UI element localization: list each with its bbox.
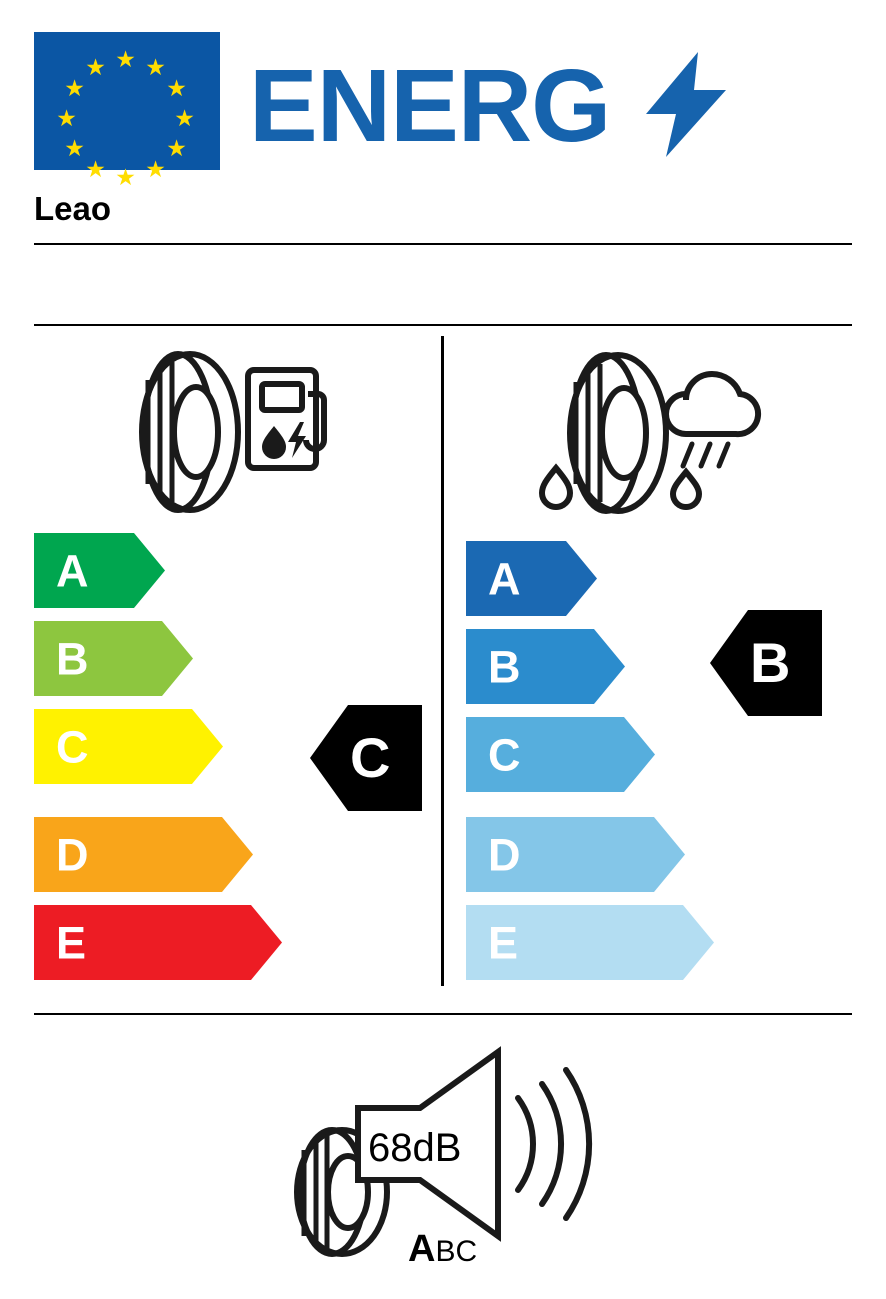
noise-class-active: A — [408, 1228, 436, 1270]
fuel-grade-b — [34, 621, 193, 696]
fuel-selected-letter: C — [350, 726, 391, 789]
wet-grade-a-letter: A — [488, 553, 521, 604]
wet-grade-e — [466, 905, 714, 980]
wet-grade-b-letter: B — [488, 641, 521, 692]
wet-grade-d-letter: D — [488, 829, 521, 880]
noise-class-inactive: BC — [435, 1235, 478, 1268]
wet-grade-c-letter: C — [488, 729, 521, 780]
fuel-grade-d-letter: D — [56, 829, 89, 880]
noise-class-group — [408, 1228, 477, 1271]
wet-selected-marker — [710, 610, 822, 716]
tyre-rain-cloud-icon — [520, 348, 770, 518]
wet-selected-letter: B — [750, 631, 791, 694]
wet-grade-b — [466, 629, 625, 704]
divider-second — [34, 324, 852, 326]
lightning-bolt-icon — [646, 52, 726, 157]
fuel-grade-b-letter: B — [56, 633, 89, 684]
noise-db-value: 68dB — [368, 1126, 462, 1170]
label-header — [34, 32, 852, 190]
eu-flag-icon: ★ ★ ★ ★ ★ ★ ★ ★ ★ ★ ★ ★ — [34, 32, 220, 170]
wet-grade-a — [466, 541, 597, 616]
fuel-selected-marker — [310, 705, 422, 811]
brand-name: Leao — [34, 190, 112, 227]
fuel-grade-c — [34, 709, 223, 784]
wet-grade-d — [466, 817, 685, 892]
tyre-fuel-pump-icon — [118, 350, 328, 515]
fuel-grade-c-letter: C — [56, 721, 89, 772]
divider-top — [34, 243, 852, 245]
divider-vertical — [441, 336, 444, 986]
wet-grade-c — [466, 717, 655, 792]
fuel-grade-a-letter: A — [56, 545, 89, 596]
noise-section — [280, 1040, 610, 1270]
fuel-grade-e-letter: E — [56, 917, 87, 968]
wet-grade-e-letter: E — [488, 917, 519, 968]
fuel-grade-a — [34, 533, 165, 608]
fuel-grade-e — [34, 905, 282, 980]
fuel-grade-d — [34, 817, 253, 892]
energy-wordmark: ENERG — [249, 48, 611, 163]
divider-bottom — [34, 1013, 852, 1015]
